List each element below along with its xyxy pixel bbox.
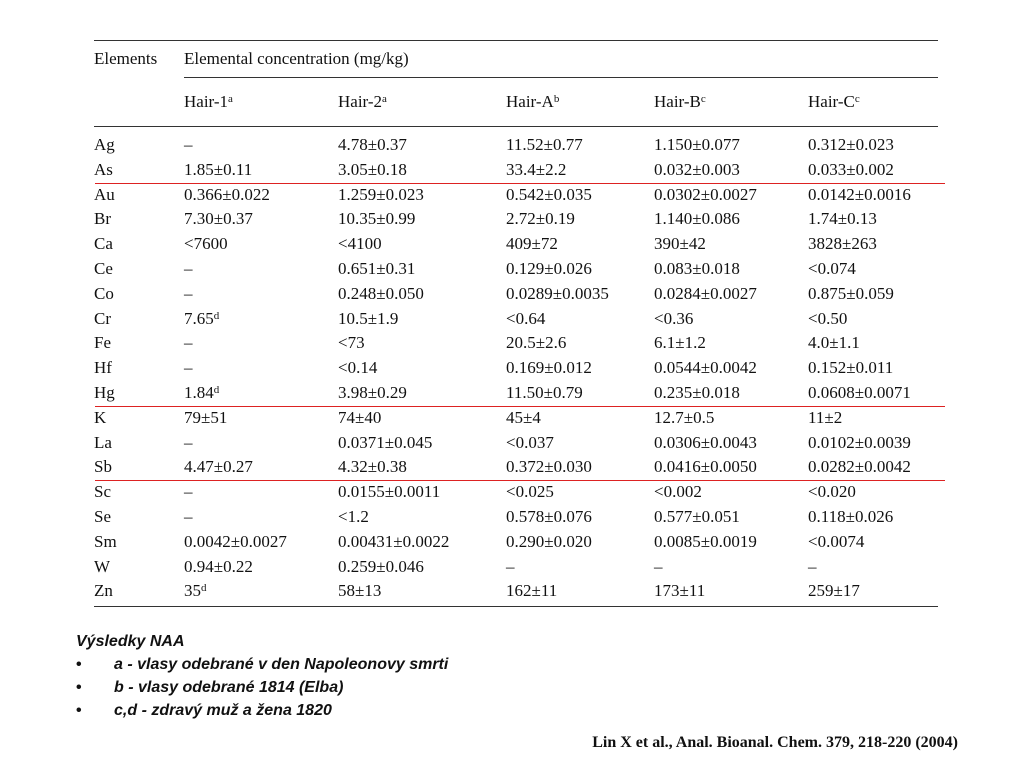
cell-value: 2.72±0.19	[506, 209, 575, 229]
table-cell	[808, 579, 938, 606]
table-cell	[808, 331, 938, 356]
table-cell	[338, 505, 506, 530]
table-cell	[654, 431, 808, 456]
cell-value: 1.150±0.077	[654, 135, 740, 154]
cell-value: 1.259±0.023	[338, 184, 424, 204]
table-cell	[654, 356, 808, 381]
element-symbol: Ag	[94, 135, 115, 154]
cell-value: <1.2	[338, 506, 369, 526]
cell-value: 35	[184, 581, 201, 601]
cell-value: 0.0282±0.0042	[808, 457, 911, 477]
cell-value: <0.0074	[808, 531, 865, 551]
column-header-label: Hair-B	[654, 92, 701, 111]
cell-value: 0.578±0.076	[506, 506, 592, 526]
cell-value: 0.0102±0.0039	[808, 432, 911, 452]
table-cell	[506, 406, 654, 431]
table-cell	[808, 505, 938, 530]
table-row-zn	[94, 579, 938, 606]
table-row-k	[94, 406, 938, 431]
column-header-footnote: b	[553, 93, 560, 105]
table-cell	[654, 505, 808, 530]
cell-value: –	[184, 506, 193, 526]
cell-value: 0.372±0.030	[506, 457, 592, 477]
element-symbol: Se	[94, 506, 111, 526]
element-symbol: W	[94, 556, 111, 576]
cell-value: <0.36	[654, 308, 694, 328]
column-header-hair-1	[184, 78, 338, 127]
table-cell	[338, 431, 506, 456]
table-cell	[808, 455, 938, 480]
table-cell	[506, 505, 654, 530]
note-item	[76, 676, 448, 699]
highlight-line-sb	[95, 480, 945, 481]
table-cell	[808, 282, 938, 307]
table-cell	[506, 555, 654, 580]
table-cell	[338, 579, 506, 606]
table-cell	[506, 431, 654, 456]
cell-value: 0.366±0.022	[184, 184, 270, 204]
element-symbol: Zn	[94, 579, 184, 606]
table-row-sc	[94, 480, 938, 505]
cell-value: 0.248±0.050	[338, 283, 424, 303]
element-symbol: Ca	[94, 234, 113, 254]
column-header-label: Hair-2	[338, 92, 383, 111]
cell-value: <0.14	[338, 358, 378, 378]
table-row-ca	[94, 232, 938, 257]
notes-list	[76, 653, 448, 722]
table-cell	[338, 232, 506, 257]
table-cell	[338, 530, 506, 555]
cell-value: 10.35±0.99	[338, 209, 416, 229]
table-cell	[506, 127, 654, 158]
table-cell	[654, 579, 808, 606]
table-row-sm	[94, 530, 938, 555]
table-cell	[808, 232, 938, 257]
table-cell	[654, 331, 808, 356]
cell-value: 0.0544±0.0042	[654, 358, 757, 378]
table-row-br	[94, 207, 938, 232]
table-cell	[808, 381, 938, 406]
table-cell	[808, 127, 938, 158]
table-row-la	[94, 431, 938, 456]
cell-value: 4.47±0.27	[184, 457, 253, 477]
table-cell	[184, 480, 338, 505]
table-cell	[808, 480, 938, 505]
table-cell	[506, 480, 654, 505]
elements-header: Elements	[94, 41, 184, 78]
table-cell	[808, 207, 938, 232]
cell-value: <0.025	[506, 482, 554, 502]
table-cell	[184, 431, 338, 456]
bullet-icon: •	[76, 702, 82, 719]
column-header-label: Hair-C	[808, 92, 855, 111]
column-header-label: Hair-1	[184, 92, 229, 111]
table-cell	[654, 307, 808, 332]
cell-value: 0.0371±0.045	[338, 432, 433, 452]
table-cell	[808, 555, 938, 580]
element-symbol: Sb	[94, 457, 112, 477]
table-cell	[338, 207, 506, 232]
bullet-icon: •	[76, 679, 82, 696]
table-cell	[506, 530, 654, 555]
note-text: a - vlasy odebrané v den Napoleonovy smrti	[114, 656, 449, 673]
cell-value: 0.0289±0.0035	[506, 283, 609, 303]
table-cell	[654, 282, 808, 307]
element-symbol: Fe	[94, 333, 111, 353]
table-cell	[184, 455, 338, 480]
cell-value: 1.140±0.086	[654, 209, 740, 229]
cell-value: 33.4±2.2	[506, 159, 567, 179]
table-cell	[654, 406, 808, 431]
cell-value: 3.05±0.18	[338, 159, 407, 179]
header-spacer	[94, 78, 184, 127]
cell-value: <0.020	[808, 482, 856, 502]
table-cell	[654, 257, 808, 282]
cell-value: 0.0302±0.0027	[654, 184, 757, 204]
cell-value: –	[506, 556, 515, 576]
table-cell	[338, 406, 506, 431]
cell-value: 7.30±0.37	[184, 209, 253, 229]
cell-value: <0.64	[506, 308, 546, 328]
table-cell	[184, 232, 338, 257]
table-cell	[506, 183, 654, 208]
table-cell	[184, 183, 338, 208]
table-cell	[506, 307, 654, 332]
table-row-hf	[94, 356, 938, 381]
table-row-sb	[94, 455, 938, 480]
cell-value: 0.033±0.002	[808, 159, 894, 179]
element-symbol: Hg	[94, 382, 115, 402]
table-cell	[184, 579, 338, 606]
column-header-hair-b	[654, 78, 808, 127]
highlight-line-hg	[95, 406, 945, 407]
highlight-line-as	[95, 183, 945, 184]
cell-value: 1.84	[184, 382, 214, 402]
cell-value: 20.5±2.6	[506, 333, 567, 353]
cell-value: 259±17	[808, 581, 860, 601]
table-cell	[184, 307, 338, 332]
element-symbol: Ce	[94, 258, 113, 278]
cell-value: 58±13	[338, 581, 382, 601]
cell-footnote: d	[213, 383, 220, 396]
table-row-au	[94, 183, 938, 208]
note-text: b - vlasy odebrané 1814 (Elba)	[114, 679, 344, 696]
table-cell	[654, 455, 808, 480]
concentration-header: Elemental concentration (mg/kg)	[184, 41, 938, 78]
table-row-co	[94, 282, 938, 307]
table-cell	[654, 530, 808, 555]
cell-value: <4100	[338, 234, 382, 254]
table-cell	[184, 356, 338, 381]
table-cell	[808, 431, 938, 456]
table-cell	[338, 158, 506, 183]
cell-value: 45±4	[506, 407, 541, 427]
cell-value: –	[654, 556, 663, 576]
table-cell	[654, 381, 808, 406]
table-cell	[184, 381, 338, 406]
table-cell	[184, 127, 338, 158]
cell-value: 0.032±0.003	[654, 159, 740, 179]
cell-value: 0.129±0.026	[506, 258, 592, 278]
element-symbol: Cr	[94, 308, 111, 328]
table-cell	[338, 455, 506, 480]
table-row-hg	[94, 381, 938, 406]
cell-value: 4.78±0.37	[338, 135, 407, 154]
table-cell	[506, 232, 654, 257]
cell-value: 0.542±0.035	[506, 184, 592, 204]
header-row-top	[94, 41, 938, 78]
cell-value: 0.290±0.020	[506, 531, 592, 551]
table-cell	[338, 480, 506, 505]
table-cell	[506, 579, 654, 606]
cell-footnote: d	[201, 582, 207, 595]
table-cell	[506, 455, 654, 480]
table-cell	[184, 257, 338, 282]
cell-value: –	[184, 135, 193, 154]
cell-value: <7600	[184, 234, 228, 254]
cell-value: 4.32±0.38	[338, 457, 407, 477]
bullet-icon: •	[76, 656, 82, 673]
table-cell	[338, 183, 506, 208]
data-table	[94, 40, 938, 607]
cell-value: 0.0142±0.0016	[808, 184, 911, 204]
column-header-footnote: c	[854, 93, 860, 105]
table-cell	[184, 158, 338, 183]
cell-value: 12.7±0.5	[654, 407, 715, 427]
cell-value: 11.52±0.77	[506, 135, 583, 154]
table-cell	[654, 207, 808, 232]
cell-value: 3828±263	[808, 234, 877, 254]
table-cell	[808, 307, 938, 332]
table-cell	[808, 158, 938, 183]
table-cell	[338, 127, 506, 158]
table-cell	[338, 555, 506, 580]
cell-value: 0.0284±0.0027	[654, 283, 757, 303]
cell-value: 173±11	[654, 581, 706, 601]
element-symbol: La	[94, 432, 112, 452]
cell-value: 0.259±0.046	[338, 556, 424, 576]
cell-value: 0.00431±0.0022	[338, 531, 450, 551]
table-cell	[184, 555, 338, 580]
element-symbol: Br	[94, 209, 111, 229]
cell-value: 0.169±0.012	[506, 358, 592, 378]
table-cell	[184, 406, 338, 431]
table-cell	[506, 207, 654, 232]
cell-value: 0.118±0.026	[808, 506, 894, 526]
cell-value: 0.651±0.31	[338, 258, 416, 278]
citation: Lin X et al., Anal. Bioanal. Chem. 379, 218-220 (2004)	[592, 734, 958, 751]
element-symbol: Sm	[94, 531, 117, 551]
cell-value: 0.152±0.011	[808, 358, 894, 378]
table-cell	[184, 530, 338, 555]
table-cell	[338, 356, 506, 381]
cell-value: 0.235±0.018	[654, 382, 740, 402]
column-header-hair-a	[506, 78, 654, 127]
cell-value: 0.0306±0.0043	[654, 432, 757, 452]
cell-value: 390±42	[654, 234, 706, 254]
cell-value: –	[184, 482, 193, 502]
cell-value: <0.50	[808, 308, 848, 328]
table-row-fe	[94, 331, 938, 356]
cell-value: 74±40	[338, 407, 382, 427]
notes-block	[76, 630, 448, 722]
table-cell	[338, 282, 506, 307]
table-cell	[338, 307, 506, 332]
cell-value: 0.875±0.059	[808, 283, 894, 303]
cell-value: 0.94±0.22	[184, 556, 253, 576]
table-cell	[654, 127, 808, 158]
note-item	[76, 653, 448, 676]
cell-value: 11.50±0.79	[506, 382, 583, 402]
note-item	[76, 699, 448, 722]
cell-value: 409±72	[506, 234, 558, 254]
cell-value: 1.74±0.13	[808, 209, 877, 229]
table-cell	[808, 183, 938, 208]
cell-value: –	[184, 283, 193, 303]
table-cell	[184, 207, 338, 232]
cell-value: –	[184, 432, 193, 452]
table-cell	[506, 257, 654, 282]
table-cell	[654, 158, 808, 183]
cell-value: <0.037	[506, 432, 554, 452]
column-header-hair-2	[338, 78, 506, 127]
cell-value: 1.85±0.11	[184, 159, 253, 179]
cell-value: 7.65	[184, 308, 214, 328]
table-cell	[184, 331, 338, 356]
cell-value: –	[184, 258, 193, 278]
element-symbol: Hf	[94, 358, 112, 378]
table-cell	[184, 505, 338, 530]
table-cell	[338, 381, 506, 406]
cell-value: 0.0085±0.0019	[654, 531, 757, 551]
element-symbol: Au	[94, 184, 115, 204]
table-cell	[654, 183, 808, 208]
table-cell	[808, 530, 938, 555]
table-cell	[506, 158, 654, 183]
cell-value: 0.0155±0.0011	[338, 482, 441, 502]
cell-value: 0.312±0.023	[808, 135, 894, 154]
element-symbol: K	[94, 407, 107, 427]
table-cell	[506, 356, 654, 381]
cell-value: <0.074	[808, 258, 856, 278]
table-cell	[338, 331, 506, 356]
cell-value: –	[808, 556, 817, 576]
table-cell	[808, 406, 938, 431]
table-cell	[338, 257, 506, 282]
column-header-hair-c	[808, 78, 938, 127]
cell-value: –	[184, 333, 193, 353]
cell-value: 0.577±0.051	[654, 506, 740, 526]
header-row-columns	[94, 78, 938, 127]
cell-value: 162±11	[506, 581, 558, 601]
table-cell	[808, 257, 938, 282]
cell-value: 0.0042±0.0027	[184, 531, 287, 551]
table-row-se	[94, 505, 938, 530]
cell-value: 0.0608±0.0071	[808, 382, 911, 402]
table-row-cr	[94, 307, 938, 332]
column-header-footnote: a	[382, 93, 387, 105]
cell-value: 0.0416±0.0050	[654, 457, 757, 477]
element-symbol: Co	[94, 283, 114, 303]
element-symbol: As	[94, 159, 113, 179]
cell-value: 10.5±1.9	[338, 308, 399, 328]
table-cell	[654, 480, 808, 505]
cell-footnote: d	[213, 309, 220, 322]
table-row-w	[94, 555, 938, 580]
table-row-ag	[94, 127, 938, 158]
table-cell	[506, 282, 654, 307]
cell-value: 11±2	[808, 407, 843, 427]
element-symbol: Sc	[94, 482, 111, 502]
cell-value: 79±51	[184, 407, 228, 427]
column-header-footnote: a	[228, 93, 233, 105]
cell-value: –	[184, 358, 193, 378]
table-row-as	[94, 158, 938, 183]
table-cell	[654, 555, 808, 580]
cell-value: <73	[338, 333, 365, 353]
column-header-label: Hair-A	[506, 92, 554, 111]
table-cell	[184, 282, 338, 307]
table-cell	[808, 356, 938, 381]
table-cell	[654, 232, 808, 257]
cell-value: 3.98±0.29	[338, 382, 407, 402]
cell-value: 4.0±1.1	[808, 333, 860, 353]
table-cell	[506, 331, 654, 356]
cell-value: 0.083±0.018	[654, 258, 740, 278]
column-header-footnote: c	[700, 93, 706, 105]
note-text: c,d - zdravý muž a žena 1820	[114, 702, 332, 719]
cell-value: 6.1±1.2	[654, 333, 706, 353]
table-row-ce	[94, 257, 938, 282]
notes-title: Výsledky NAA	[76, 633, 185, 650]
table-cell	[506, 381, 654, 406]
cell-value: <0.002	[654, 482, 702, 502]
